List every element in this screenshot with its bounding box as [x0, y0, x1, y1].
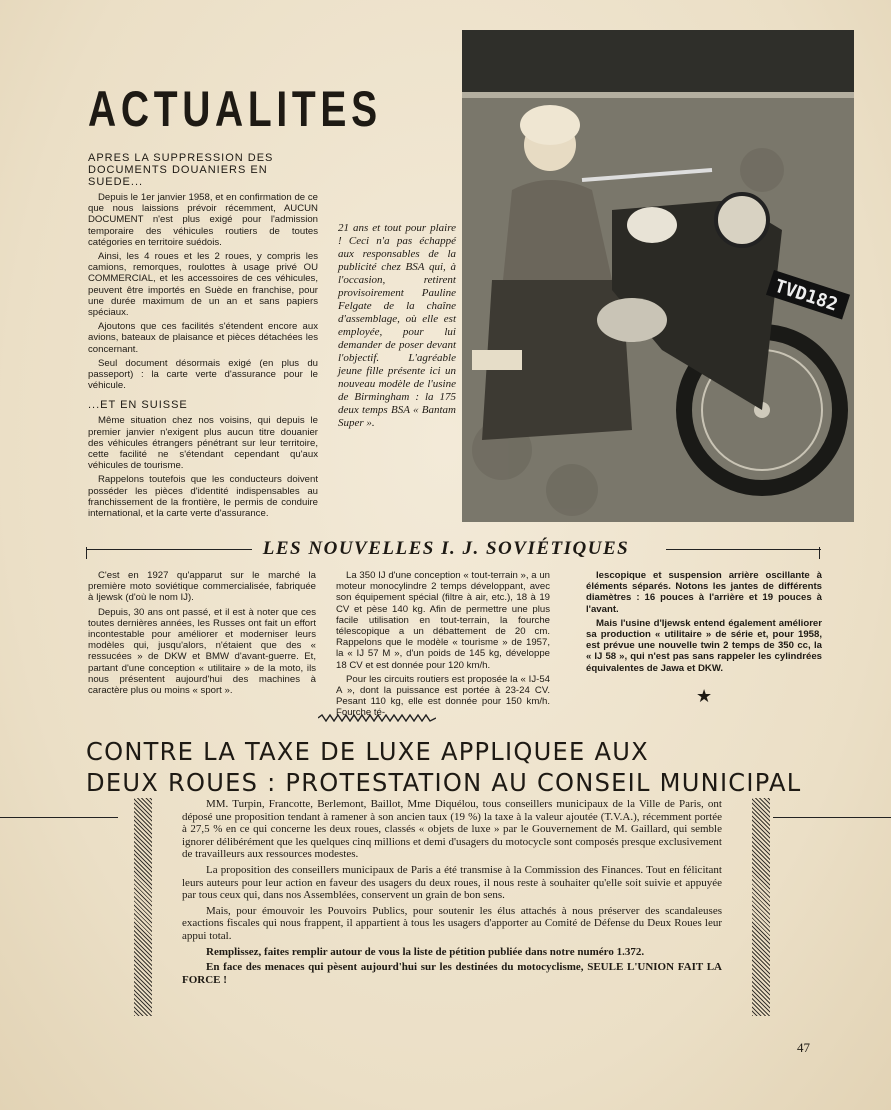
paragraph: Depuis, 30 ans ont passé, et il est à noter que ces toutes dernières années, les Russes ont fait un effort incontestable pour améliorer et moderniser leurs modèles qui, jusqu'alors, n'étaient que des « ressucées » de DKW et BMW d'avant-guerre. Et, partant d'une conception « utilitaire » de la moto, ils nous présentent aujourd'hui des machines à caractère plus ou moins « sport ». — [88, 606, 316, 697]
paragraph: C'est en 1927 qu'apparut sur le marché la première moto soviétique commercialisée, fabriquée à Ijewsk (d'où le nom IJ). — [88, 570, 316, 604]
paragraph: Ainsi, les 4 roues et les 2 roues, y compris les camions, remorques, roulottes à usage privé OU COMMERCIAL, et les accessoires de ces véhicules, peuvent être importés en Suède en franchise, pour une durée maximum de un an et sans papiers spéciaux. — [88, 251, 318, 319]
paragraph-bold: En face des menaces qui pèsent aujourd'hui sur les destinées du motocyclisme, SEULE L'UNION FAIT LA FORCE ! — [182, 961, 722, 986]
left-column — [88, 152, 318, 522]
photo-caption: 21 ans et tout pour plaire ! Ceci n'a pas échappé aux responsables de la publicité chez BSA qui, à l'occasion, retirent provisoirement Pauline Felgate de la chaîne d'assemblage, où elle est employée, pour lui demander de poser devant l'objectif. L'agréable jeune fille présente ici un nouveau modèle de l'usine de Birmingham : la 175 deux temps BSA « Bantam Super ». — [338, 222, 456, 429]
band-tick-right — [819, 547, 820, 559]
soviet-column-2 — [336, 570, 550, 722]
paragraph: MM. Turpin, Francotte, Berlemont, Baillot, Mme Diquélou, tous conseillers municipaux de la Ville de Paris, ont déposé une proposition tendant à ramener à son ancien taux (19 %) la taxe à la valeur ajoutée (T.V.A.), récemment portée à 27,5 % en ce qui concerne les deux roues, classés « objets de luxe » par le Gouvernement de M. Gaillard, qui semble ignorer délibérément que les quelques cinq millions et demi d'usagers du motocycle sont composés presque exclusivement de travailleurs aux ressources modestes. — [182, 798, 722, 861]
paragraph: Même situation chez nos voisins, qui depuis le premier janvier n'exigent plus aucun titre douanier des véhicules étrangers pénétrant sur leur territoire, cette facilité ne s'étendant cependant qu'aux véhicules de tourisme. — [88, 415, 318, 472]
hatched-bar-right — [752, 798, 770, 1016]
paragraph: Pour les circuits routiers est proposée la « IJ-54 A », dont la puissance est portée à 23-24 CV. Pesant 110 kg, elle est donnée pour 150 km/h. Fourche té- — [336, 673, 550, 719]
photo-illustration — [462, 30, 854, 522]
headline — [86, 736, 826, 798]
band-rule-right — [666, 549, 821, 550]
star-ornament: ★ — [696, 686, 713, 706]
paragraph: Depuis le 1er janvier 1958, et en confirmation de ce que nous laissions prévoir récemment, AUCUN DOCUMENT n'est plus exigé pour l'admission temporaire des véhicules routiers de toutes catégories en territoire suédois. — [88, 192, 318, 248]
paragraph-bold: Remplissez, faites remplir autour de vous la liste de pétition publiée dans notre numéro 1.372. — [206, 945, 645, 958]
paragraph: Rappelons toutefois que les conducteurs doivent posséder les pièces d'identité indispensables au franchissement de la frontière, le permis de conduire international, et la carte verte d'assurance. — [88, 474, 318, 520]
soviet-column-3 — [586, 570, 822, 677]
page-title: ACTUALITES — [88, 81, 382, 137]
article-body — [182, 798, 722, 989]
rule-left — [0, 817, 118, 818]
zigzag-divider — [318, 714, 436, 722]
section-header-band — [86, 535, 821, 563]
subhead-suisse: ...ET EN SUISSE — [88, 399, 188, 412]
paragraph: La proposition des conseillers municipaux de Paris a été transmise à la Commission des Finances. Tout en félicitant leurs auteurs pour leur action en faveur des usagers du deux roues, il nous reste à souhaiter qu'elle soit suivie et appuyée par tous ceux qui, dans nos Assemblées, conservent un grain de bon sens. — [182, 863, 722, 902]
hatched-bar-left — [134, 798, 152, 1016]
paragraph: Mais, pour émouvoir les Pouvoirs Publics, pour soutenir les élus attachés à nous préserver des scandaleuses exactions fiscales qui nous frappent, il appartient à tous les usagers d'apporter au Comité de Défense du Deux Roues leur appui total. — [182, 904, 722, 942]
headline-line-2: DEUX ROUES : PROTESTATION AU CONSEIL MUNICIPAL — [86, 768, 802, 797]
soviet-column-1 — [88, 570, 316, 699]
motorcycle-photo — [462, 30, 854, 522]
paragraph: Mais l'usine d'Ijewsk entend également améliorer sa production « utilitaire » de série et, pour 1958, est prévue une nouvelle twin 2 temps de 350 cc, la « IJ 58 », qui n'est pas sans rappeler les cylindrées équivalentes de Jawa et DKW. — [586, 617, 822, 674]
section-title: LES NOUVELLES I. J. SOVIÉTIQUES — [262, 538, 630, 559]
headline-line-1: CONTRE LA TAXE DE LUXE APPLIQUEE AUX — [86, 737, 649, 766]
paragraph: La 350 IJ d'une conception « tout-terrain », a un moteur monocylindre 2 temps développant, avec son équipement spécial (filtre à air, etc.), 18 à 19 CV et pèse 140 kg. Afin de permettre une plus facile utilisation en tout-terrain, la fourche télescopique a un débattement de 20 cm. Rappelons que le modèle « tourisme » de 1957, la « IJ 57 M », d'un poids de 145 kg, développe 18 CV et est donnée pour 120 km/h. — [336, 570, 550, 671]
band-rule-left — [86, 549, 252, 550]
paragraph: Seul document désormais exigé (en plus du passeport) : la carte verte d'assurance pour le véhicule. — [88, 357, 318, 392]
license-plate: TVD182 — [771, 275, 841, 316]
page-number: 47 — [797, 1040, 810, 1055]
rule-right — [773, 817, 891, 818]
subhead-suede: APRES LA SUPPRESSION DES DOCUMENTS DOUANIERS EN SUEDE... — [88, 152, 274, 188]
paragraph: lescopique et suspension arrière oscillante à éléments séparés. Notons les jantes de différents diamètres : 16 pouces à l'arrière et 19 pouces à l'avant. — [586, 570, 822, 615]
paragraph: Ajoutons que ces facilités s'étendent encore aux avions, bateaux de plaisance et pièces détachées les concernant. — [88, 321, 318, 355]
